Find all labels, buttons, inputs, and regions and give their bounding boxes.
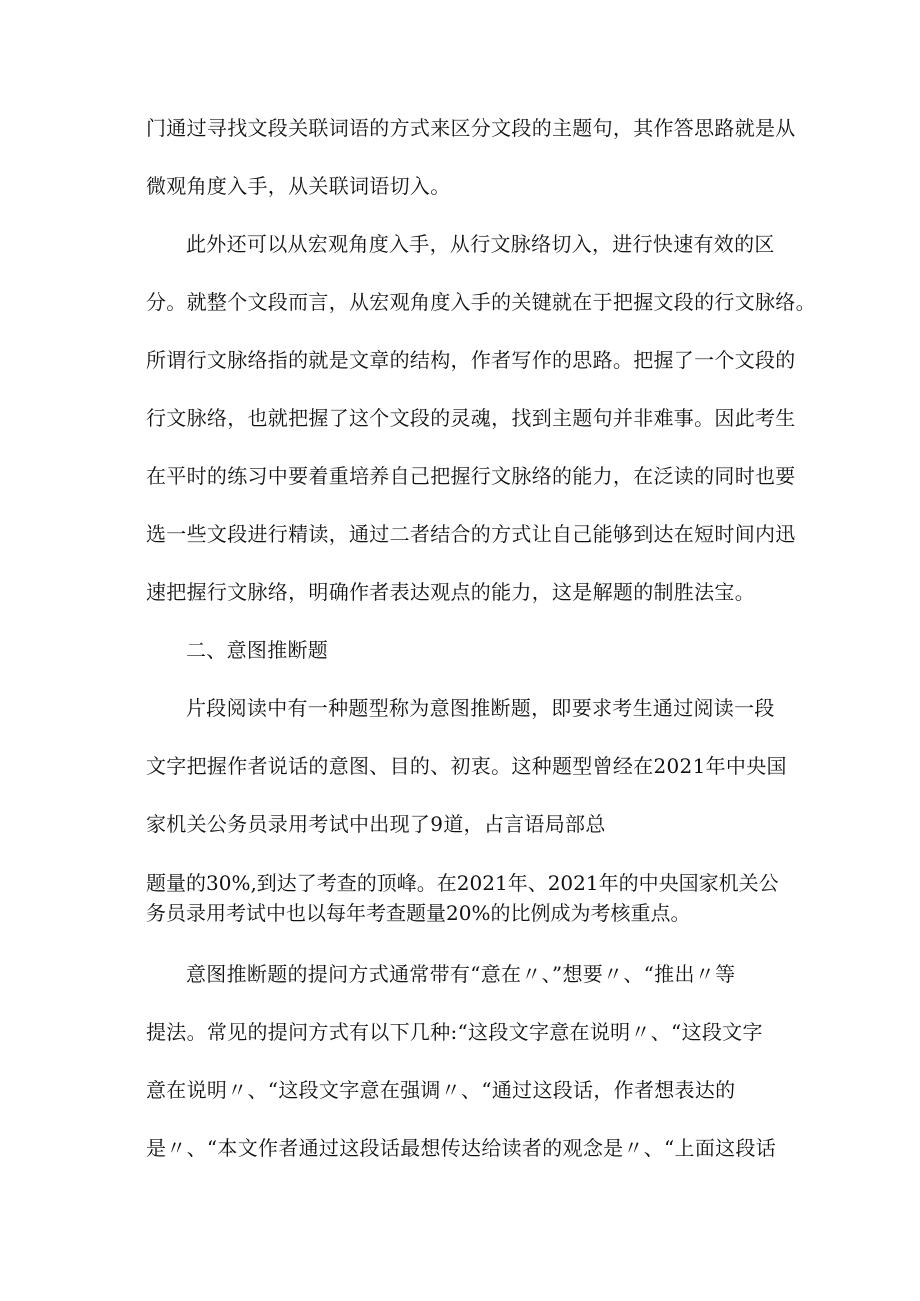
paragraph-line: 此外还可以从宏观角度入手，从行文脉络切入，进行快速有效的区 [186, 232, 775, 256]
paragraph-line: 门通过寻找文段关联词语的方式来区分文段的主题句，其作答思路就是从 [146, 116, 796, 140]
paragraph-line: 微观角度入手，从关联词语切入。 [146, 174, 451, 198]
paragraph-line: 所谓行文脉络指的就是文章的结构，作者写作的思路。把握了一个文段的 [146, 348, 796, 372]
paragraph-line: 提法。常见的提问方式有以下几种:“这段文字意在说明〃、“这段文字 [146, 1020, 763, 1044]
paragraph-line: 务员录用考试中也以每年考查题量20%的比例成为考核重点。 [146, 901, 691, 925]
paragraph-line: 题量的30%,到达了考查的顶峰。在2021年、2021年的中央国家机关公 [146, 871, 779, 895]
section-heading: 二、意图推断题 [186, 638, 329, 662]
paragraph-line: 选一些文段进行精读，通过二者结合的方式让自己能够到达在短时间内迅 [146, 522, 796, 546]
paragraph-line: 文字把握作者说话的意图、目的、初衷。这种题型曾经在2021年中央国 [146, 754, 787, 778]
paragraph-line: 行文脉络，也就把握了这个文段的灵魂，找到主题句并非难事。因此考生 [146, 406, 796, 430]
paragraph-line: 家机关公务员录用考试中出现了9道，占言语局部总 [146, 812, 606, 836]
paragraph-line: 片段阅读中有一种题型称为意图推断题，即要求考生通过阅读一段 [186, 696, 775, 720]
paragraph-line: 意在说明〃、“这段文字意在强调〃、“通过这段话，作者想表达的 [146, 1078, 736, 1102]
paragraph-line: 在平时的练习中要着重培养自己把握行文脉络的能力，在泛读的同时也要 [146, 464, 796, 488]
paragraph-line: 分。就整个文段而言，从宏观角度入手的关键就在于把握文段的行文脉络。 [146, 290, 816, 314]
paragraph-line: 是〃、“本文作者通过这段话最想传达给读者的观念是〃、“上面这段话 [146, 1136, 777, 1160]
paragraph-line: 速把握行文脉络，明确作者表达观点的能力，这是解题的制胜法宝。 [146, 580, 755, 604]
paragraph-line: 意图推断题的提问方式通常带有“意在〃、”想要〃、“推出〃等 [186, 962, 736, 986]
